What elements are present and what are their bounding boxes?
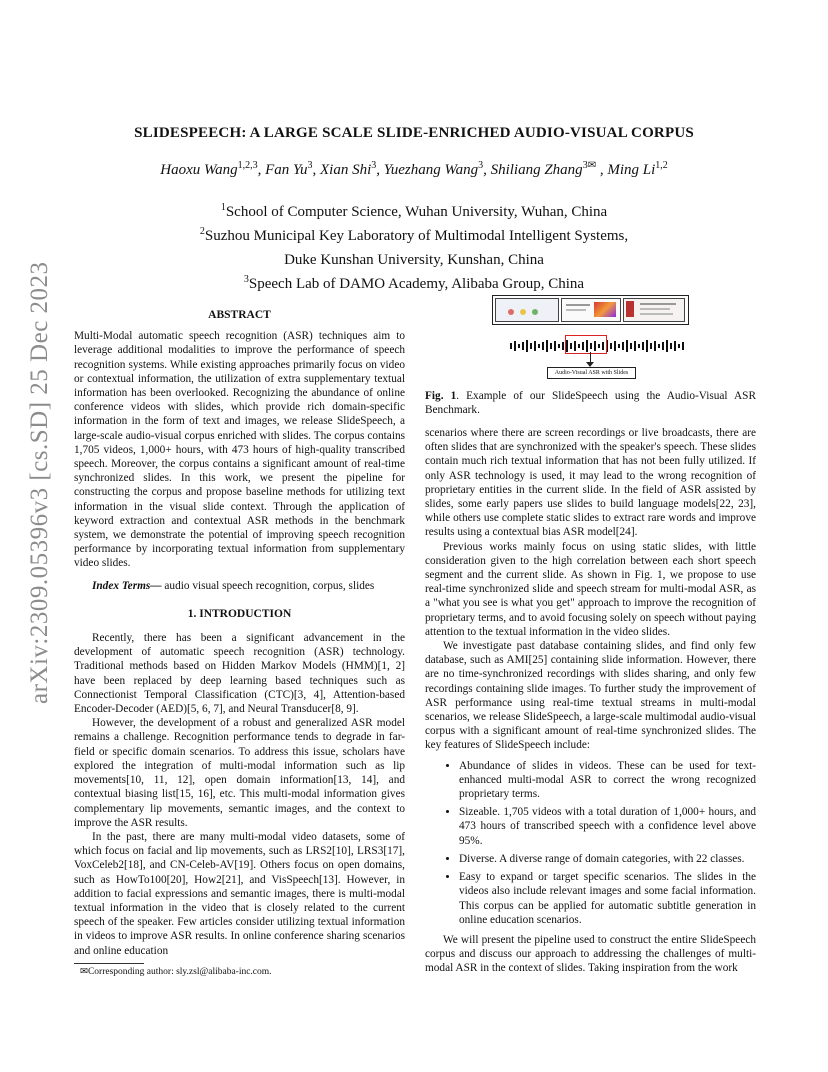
affiliation: $^1$School of Computer Science, Wuhan University, Wuhan, China — [220, 202, 608, 220]
index-terms — [74, 579, 405, 593]
paragraph: We will present the pipeline used to construct the entire SlideSpeech corpus and discuss our approach to addressing the challenges of multi-modal ASR in the context of slides. Taking inspiration from the work — [425, 933, 756, 975]
footnote: ✉Corresponding author: sly.zsl@alibaba-inc.com. — [80, 967, 272, 977]
abstract-text: Multi-Modal automatic speech recognition (ASR) techniques aim to leverage additional modalities to improve the performance of speech recognition systems. While existing approaches primarily focus on video or contextual information, the utilization of extra supplementary textual information has been overlooked. Recognizing the abundance of online conference videos with slides, which provide rich domain-specific information in the form of text and images, we release SlideSpeech, a large-scale audio-visual corpus enriched with slides. The corpus contains 1,705 videos, 1,000+ hours, with 473 hours of high-quality transcribed speech. Moreover, the corpus contains a significant amount of real-time synchronized slides. In this work, we present the pipeline for constructing the corpus and propose baseline methods for utilizing text information in the visual slide context. Through the application of keyword extraction and contextual ASR methods in the benchmark system, we demonstrate the potential of improving speech recognition performance by incorporating textual information from supplementary video slides. — [74, 330, 405, 570]
slide-text-line — [640, 303, 676, 305]
list-item: • Sizeable. 1,705 videos with a total duration of 1,000+ hours, and 473 hours of transcribed speech with a confidence level above 95%. — [459, 805, 756, 848]
author: Fan Yu$^3$, — [265, 160, 320, 178]
slide-thumbnail — [561, 298, 621, 322]
slide-text-line — [566, 304, 590, 306]
slide-image — [626, 301, 634, 317]
index-terms-label: Index Terms— — [92, 579, 162, 592]
slide-text-line — [640, 308, 670, 310]
author-list — [60, 160, 768, 179]
slide-dot — [520, 309, 526, 315]
list-item: • Easy to expand or target specific scenarios. The slides in the videos also include relevant images and some facial information. This corpus can be applied for automatic subtitle generation in online education scenarios. — [459, 870, 756, 927]
slide-text-line — [566, 309, 586, 311]
footnote-rule — [74, 963, 144, 964]
paragraph: scenarios where there are screen recordings or live broadcasts, there are often slides that are synchronized with the speaker's speech. These slides contain much rich textual information that has not been fully utilized. If only ASR technology is used, it may lead to the wrong recognition of proprietary entities in the current slide. In the field of ASR assisted by slides, some early papers use slides to build language models[22, 23], while others use complete static slides to extract rare words and improve results using a contextual bias ASR model[24]. — [425, 427, 756, 539]
slide-strip-image — [492, 295, 689, 325]
paragraph: In the past, there are many multi-modal video datasets, some of which focus on facial and lip movements, such as LRS2[10], LRS3[17], VoxCeleb2[18], and CN-Celeb-AV[19]. Others focus on open domains, such as HowTo100[20], How2[21], and VisSpeech[13]. However, in addition to facial expressions and semantic images, there is multi-modal textual information in the video that is closely related to the current speech of the speaker. Few articles consider utilizing textual information in videos to improve ASR results. In online conference sharing scenarios and online education — [74, 830, 405, 957]
slide-thumbnail — [623, 298, 685, 322]
figure-1 — [425, 290, 756, 382]
author: Yuezhang Wang$^3$, — [383, 160, 491, 178]
figure-box-label: Audio-Visual ASR with Slides — [547, 367, 636, 379]
affiliation-list — [60, 198, 768, 294]
slide-dot — [508, 309, 514, 315]
affiliation: Duke Kunshan University, Kunshan, China — [284, 252, 544, 268]
paragraph: Recently, there has been a significant advancement in the development of automatic speech recognition (ASR) technology. Traditional methods based on Hidden Markov Models (HMM)[1, 2] have been replaced by deep learning based techniques such as Connectionist Temporal Classification (CTC)[3, 4], Attention-based Encoder-Decoder (AED)[5, 6, 7], and Neural Transducer[8, 9]. — [74, 632, 405, 716]
figure-caption — [425, 389, 756, 417]
slide-dot — [532, 309, 538, 315]
paragraph: However, the development of a robust and generalized ASR model remains a challenge. Recognition performance tends to degrade in far-field or specific domain scenarios. To address this issue, scholars have explored the integration of multi-modal information such as lip movements[10, 11, 12], open domain information[13, 14], and contextual biasing list[15, 16], etc. This multi-modal information gives complementary lip movements, semantic images, and the context to improve the ASR results. — [74, 717, 405, 829]
author: Xian Shi$^3$, — [319, 160, 384, 178]
segment-highlight-box — [565, 335, 607, 354]
arxiv-identifier: arXiv:2309.05396v3 [cs.SD] 25 Dec 2023 — [26, 261, 53, 705]
slide-image — [594, 302, 616, 317]
caption-label: Fig. 1 — [425, 390, 457, 402]
affiliation: $^2$Suzhou Municipal Key Laboratory of Multimodal Intelligent Systems, — [199, 226, 629, 244]
list-item: • Abundance of slides in videos. These can be used for text-enhanced multi-modal ASR to correct the wrong recognized proprietary terms. — [459, 759, 756, 802]
author: Haoxu Wang$^{1,2,3}$, — [160, 160, 266, 178]
slide-thumbnail — [495, 298, 559, 322]
list-item: • Diverse. A diverse range of domain categories, with 22 classes. — [459, 852, 756, 866]
paper-title: SLIDESPEECH: A LARGE SCALE SLIDE-ENRICHED AUDIO-VISUAL CORPUS — [134, 125, 694, 141]
abstract-heading: ABSTRACT — [208, 309, 271, 321]
slide-text-line — [640, 313, 673, 315]
feature-list — [425, 759, 756, 927]
index-terms-text: audio visual speech recognition, corpus, slides — [161, 579, 375, 592]
paragraph: We investigate past database containing slides, and find only few database, such as AMI[25] containing slide information. However, there are no time-synchronized recordings with slides sharing, and only few recordings containing slide images. To further study the improvement of ASR performance using real-time textual streams in multi-modal scenarios, we release SlideSpeech, a large-scale multimodal audio-visual corpus with a significant amount of real-time synchronized slides. The key features of SlideSpeech include: — [425, 640, 756, 752]
right-column — [425, 426, 756, 976]
paragraph: Previous works mainly focus on using static slides, with little consideration given to the high correlation between each short speech segment and the current slide. As shown in Fig. 1, we propose to use real-time synchronized slide and speech stream for multi-modal ASR, as a "what you see is what you get" approach to improve the recognition of proprietary terms, and to avoid focusing solely on speech without paying attention to the textual information in the video slides. — [425, 540, 756, 638]
author: Ming Li$^{1,2}$ — [607, 160, 668, 178]
author: Shiliang Zhang$^{3✉}$ , — [490, 160, 608, 178]
introduction-heading: 1. INTRODUCTION — [187, 607, 292, 620]
caption-text: . Example of our SlideSpeech using the Audio-Visual ASR Benchmark. — [425, 390, 756, 417]
left-column — [74, 308, 405, 958]
affiliation: $^3$Speech Lab of DAMO Academy, Alibaba Group, China — [243, 274, 585, 292]
